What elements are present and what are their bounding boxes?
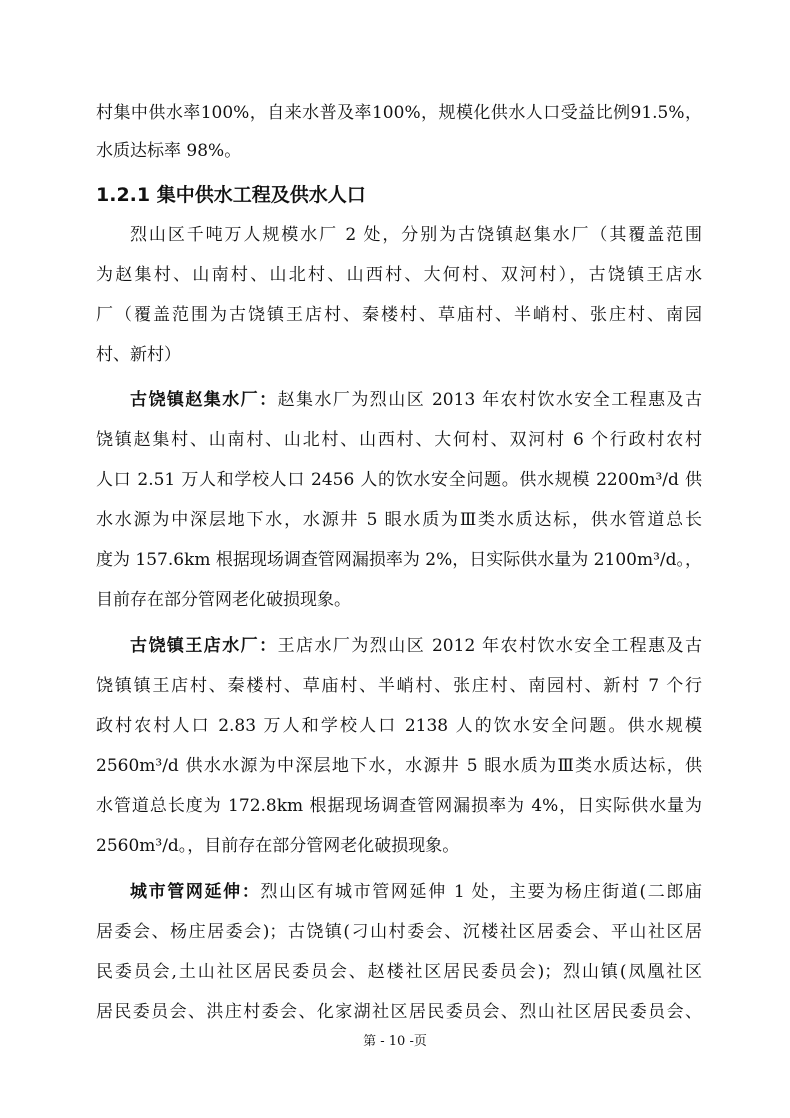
text-line: 水水源为中深层地下水，水源井 5 眼水质为Ⅲ类水质达标，供水管道总长 <box>96 510 702 530</box>
text-line: 饶镇赵集村、山南村、山北村、山西村、大何村、双河村 6 个行政村农村 <box>96 430 702 450</box>
section-heading: 1.2.1 集中供水工程及供水人口 <box>96 184 366 206</box>
paragraph-title: 古饶镇赵集水厂： <box>130 390 278 410</box>
text-line: 2560m³/d。，目前存在部分管网老化破损现象。 <box>96 836 460 856</box>
text-line: 居民委员会、洪庄村委会、化家湖社区居民委员会、烈山社区居民委员会、 <box>96 1002 702 1022</box>
page-number: 第 - 10 -页 <box>363 1034 427 1049</box>
paragraph-title: 城市管网延伸： <box>130 882 261 902</box>
text-line: 目前存在部分管网老化破损现象。 <box>96 590 351 610</box>
text-line: 水管道总长度为 172.8km 根据现场调查管网漏损率为 4%，日实际供水量为 <box>96 796 702 816</box>
text-line: 饶镇镇王店村、秦楼村、草庙村、半峭村、张庄村、南园村、新村 7 个行 <box>96 676 702 696</box>
text-line: 水质达标率 98%。 <box>96 141 242 161</box>
text-line: 2560m³/d 供水水源为中深层地下水，水源井 5 眼水质为Ⅲ类水质达标，供 <box>96 756 702 776</box>
text-line: 村、新村） <box>96 345 181 365</box>
paragraph-first-line: 城市管网延伸：烈山区有城市管网延伸 1 处，主要为杨庄街道(二郎庙 <box>130 882 703 902</box>
text-line: 民委员会,土山社区居民委员会、赵楼社区居民委员会)；烈山镇(凤凰社区 <box>96 962 702 982</box>
text-line: 烈山区千吨万人规模水厂 2 处，分别为古饶镇赵集水厂（其覆盖范围 <box>130 225 702 245</box>
text-line: 居委会、杨庄居委会)；古饶镇(刁山村委会、沉楼社区居委会、平山社区居 <box>96 922 702 942</box>
text-line: 厂（覆盖范围为古饶镇王店村、秦楼村、草庙村、半峭村、张庄村、南园 <box>96 305 702 325</box>
text-line: 人口 2.51 万人和学校人口 2456 人的饮水安全问题。供水规模 2200m³/d 供 <box>96 470 702 490</box>
text-line: 政村农村人口 2.83 万人和学校人口 2138 人的饮水安全问题。供水规模 <box>96 716 702 736</box>
paragraph-first-line: 古饶镇王店水厂：王店水厂为烈山区 2012 年农村饮水安全工程惠及古 <box>130 636 703 656</box>
paragraph-first-line: 古饶镇赵集水厂：赵集水厂为烈山区 2013 年农村饮水安全工程惠及古 <box>130 390 703 410</box>
text-line: 度为 157.6km 根据现场调查管网漏损率为 2%，日实际供水量为 2100m³/d。， <box>96 550 702 570</box>
text-line: 村集中供水率100%，自来水普及率100%，规模化供水人口受益比例91.5%， <box>96 103 702 123</box>
text-line: 为赵集村、山南村、山北村、山西村、大何村、双河村），古饶镇王店水 <box>96 265 702 285</box>
paragraph-title: 古饶镇王店水厂： <box>130 636 278 656</box>
